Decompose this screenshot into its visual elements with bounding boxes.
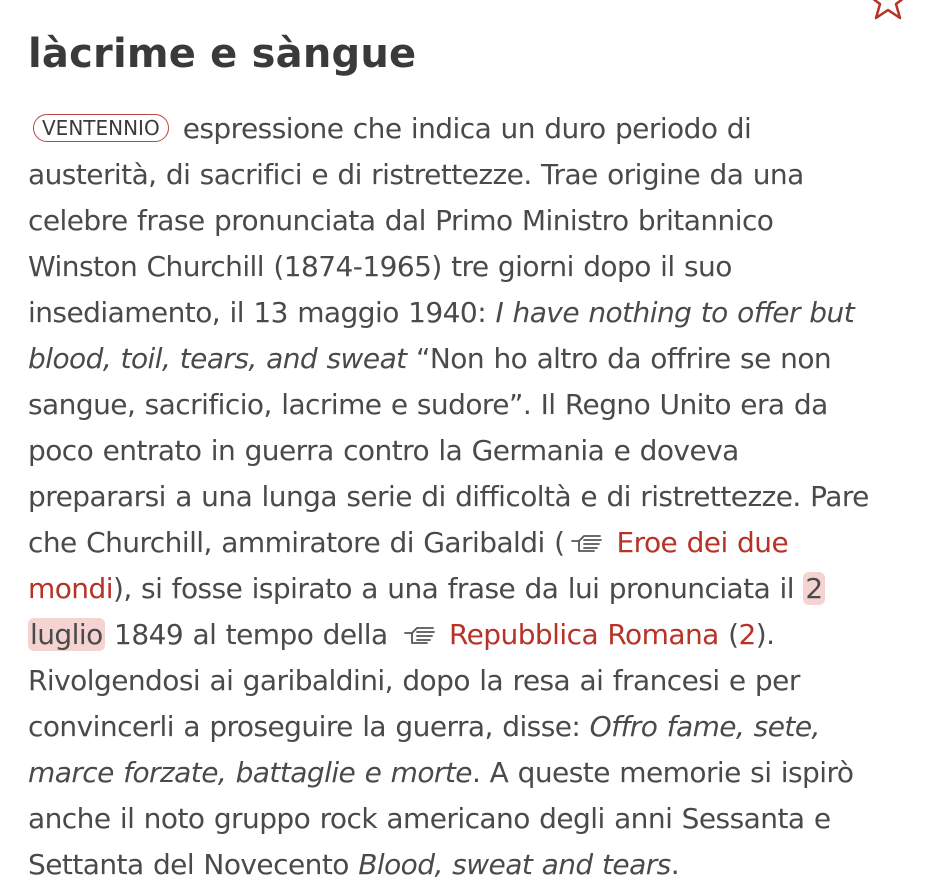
body-text: che Churchill, ammiratore di Garibaldi ( — [28, 526, 565, 559]
body-text: poco entrato in guerra contro la Germania e doveva — [28, 434, 739, 467]
pointing-hand-icon — [403, 624, 437, 646]
body-text: 1849 al tempo della — [104, 618, 397, 651]
pointing-hand-icon — [570, 532, 604, 554]
body-line — [28, 198, 923, 244]
body-line — [28, 658, 923, 704]
body-line — [28, 382, 923, 428]
body-text: Winston Churchill (1874-1965) tre giorni dopo il suo — [28, 250, 732, 283]
highlighted-date[interactable]: 2 — [805, 572, 823, 605]
body-line — [28, 566, 923, 612]
ventennio-tag[interactable]: VENTENNIO — [33, 114, 169, 142]
body-text: Rivolgendosi ai garibaldini, dopo la resa ai francesi e per — [28, 664, 800, 697]
body-text: . — [670, 848, 680, 881]
body-line — [28, 244, 923, 290]
body-text: Settanta del Novecento — [28, 848, 359, 881]
quote-english: I have nothing to offer but — [495, 296, 855, 329]
body-line — [28, 796, 923, 842]
band-name: Blood, sweat and tears — [358, 848, 671, 881]
body-text: sangue, sacrificio, lacrime e sudore”. Il Regno Unito era da — [28, 388, 828, 421]
body-line — [28, 750, 923, 796]
link-eroe-dei-due-mondi-cont[interactable]: mondi — [28, 572, 113, 605]
star-outline-icon[interactable] — [868, 0, 908, 20]
link-sense-2[interactable]: 2 — [738, 618, 756, 651]
quote-garibaldi: marce forzate, battaglie e morte — [28, 756, 472, 789]
link-eroe-dei-due-mondi[interactable]: Eroe dei due — [616, 526, 789, 559]
body-text: anche il noto gruppo rock americano degli anni Sessanta e — [28, 802, 831, 835]
body-line — [28, 842, 923, 888]
body-text: austerità, di sacrifici e di ristrettezze. Trae origine da una — [28, 158, 804, 191]
body-line — [28, 612, 923, 658]
body-line — [28, 152, 923, 198]
body-line — [28, 704, 923, 750]
body-text: celebre frase pronunciata dal Primo Ministro britannico — [28, 204, 774, 237]
body-text: ). — [755, 618, 775, 651]
body-text: convincerli a proseguire la guerra, disse: — [28, 710, 590, 743]
body-text: . A queste memorie si ispirò — [471, 756, 854, 789]
body-text: insediamento, il 13 maggio 1940: — [28, 296, 496, 329]
body-text: ), si fosse ispirato a una frase da lui pronunciata il — [112, 572, 804, 605]
link-repubblica-romana[interactable]: Repubblica Romana — [448, 618, 719, 651]
quote-garibaldi: Offro fame, sete, — [589, 710, 820, 743]
body-line — [28, 520, 923, 566]
entry-title: làcrime e sàngue — [28, 31, 417, 77]
highlighted-date-cont[interactable]: luglio — [30, 618, 103, 651]
body-line — [28, 106, 923, 152]
entry-body — [28, 106, 923, 888]
quote-english: blood, toil, tears, and sweat — [28, 342, 407, 375]
body-line — [28, 474, 923, 520]
body-text: ( — [718, 618, 739, 651]
body-text: “Non ho altro da offrire se non — [406, 342, 832, 375]
body-line — [28, 336, 923, 382]
body-line — [28, 290, 923, 336]
body-text: prepararsi a una lunga serie di difficoltà e di ristrettezze. Pare — [28, 480, 869, 513]
body-text: espressione che indica un duro periodo di — [182, 112, 752, 145]
body-line — [28, 428, 923, 474]
